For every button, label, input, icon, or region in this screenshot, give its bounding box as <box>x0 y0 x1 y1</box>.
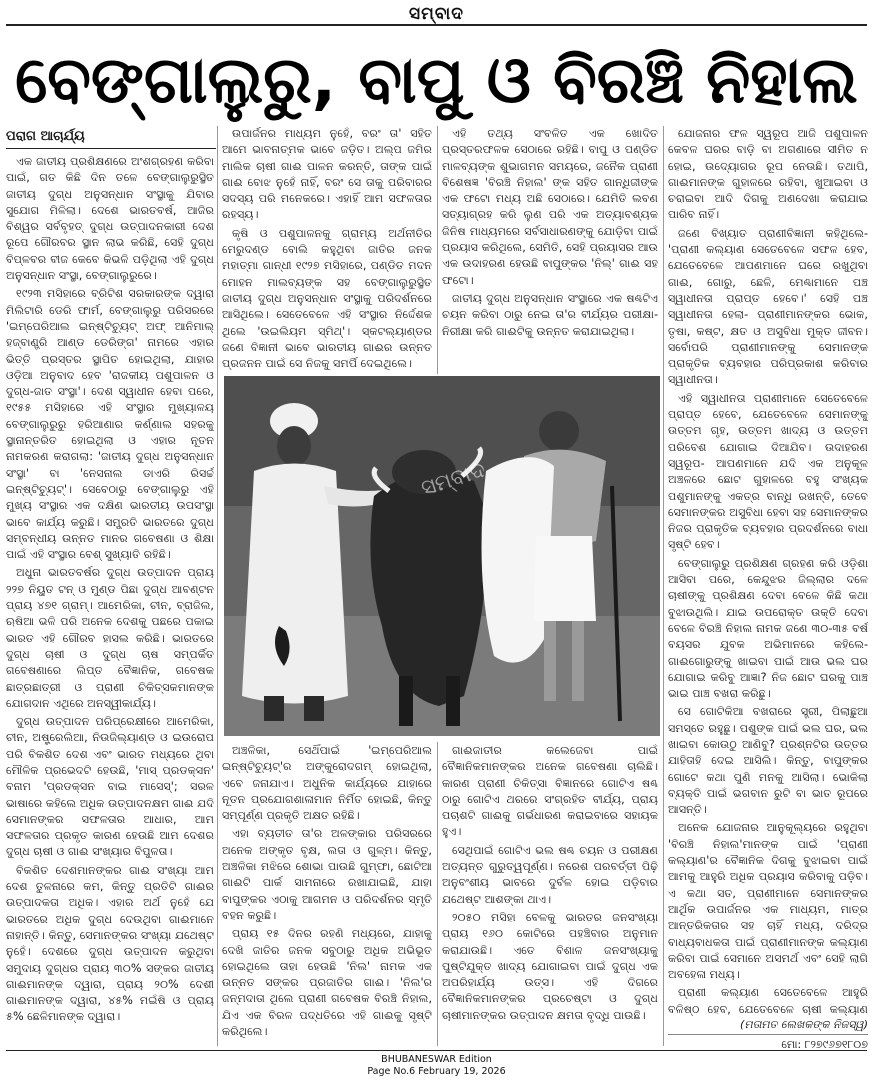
masthead-rule <box>6 24 867 26</box>
column-divider <box>437 742 438 1046</box>
paragraph: ସେଥିପାଇଁ ଗୋଟିଏ ଭଲ ଷଣ୍ଢ ଚୟନ ଓ ପରୀକ୍ଷଣ ଅତ୍ୟନ୍ତ ଗୁରୁତ୍ୱପୂର୍ଣ୍ଣ। ନରେଶ ପରବର୍ତ୍ତୀ ପିଢ଼ି ଅନୁବଂଶୀୟ ଭାବରେ ଦୁର୍ବଳ ହୋଇ ପଡ଼ିବାର ଯଥେଷ୍ଟ ଆଶଙ୍କା ଥାଏ। <box>442 843 658 906</box>
paragraph: ବିକଶିତ ଦେଶମାନଙ୍କର ଗାଈ ସଂଖ୍ୟା ଆମ ଦେଶ ତୁଳନାରେ କମ, କିନ୍ତୁ ପ୍ରତିଟି ଗାଈର ଉତ୍ପାଦକତା ଅଧିକ। ଏହାର ଅର୍ଥ ନୁହେଁ ଯେ ଭାରତରେ ଅଧିକ ଦୁଗ୍ଧ ଦେଉଥିବା ଗାଈମାନେ ନାହାନ୍ତି। କିନ୍ତୁ, ସେମାନଙ୍କର ସଂଖ୍ୟା ଯଥେଷ୍ଟ ନୁହେଁ। ଦେଶରେ ଦୁଗ୍ଧ ଉତ୍ପାଦନ କରୁଥିବା ସମୁଦାୟ ଦୁଗ୍ଧର ପ୍ରାୟ ୩୦% ସଙ୍କର ଜାତୀୟ ଗାଈମାନଙ୍କ ଦ୍ୱାରା, ପ୍ରାୟ ୨୦% ଦେଶୀ ଗାଈମାନଙ୍କ ଦ୍ୱାରା, ୪୫% ମଇଁଷି ଓ ପ୍ରାୟ ୫% ଛେଳିମାନଙ୍କ ଦ୍ୱାରା। <box>6 863 214 1024</box>
paragraph: କୃଷି ଓ ପଶୁପାଳନକୁ ଗ୍ରାମ୍ୟ ଅର୍ଥନୀତିର ମେରୁଦଣ୍ଡ ବୋଲି କହୁଥିବା ଜାତିର ଜନକ ମହାତ୍ମା ଗାନ୍ଧୀ ୧୯୨୭ ମସିହାରେ, ପଣ୍ଡିତ ମଦନ ମୋହନ ମାଲବ୍ୟଙ୍କ ସହ ବେଙ୍ଗାଲୁରୁସ୍ଥିତ ଜାତୀୟ ଦୁଗ୍ଧ ଅନୁସନ୍ଧାନ ସଂସ୍ଥାକୁ ପରିଦର୍ଶନରେ ଆସିଥିଲେ। ସେତେବେଳେ ଏହି ସଂସ୍ଥାର ନିର୍ଦ୍ଦେଶକ ଥିଲେ 'ଉଇଲିୟମ ସ୍ମିଥ୍'। ସ୍କଟଲ୍ୟାଣ୍ଡର ଜଣେ ବିଜ୍ଞାନୀ ଭାବେ ଭାରତୀୟ ଗାଈର ଉନ୍ନତ ପ୍ରଜନନ ପାଇଁ ସେ ନିଜକୁ ସମର୍ପି ଦେଇଥିଲେ। <box>222 226 432 371</box>
article-column-4 <box>668 126 868 1016</box>
paragraph: ୨୦୫୦ ମସିହା ବେଳକୁ ଭାରତର ଜନସଂଖ୍ୟା ପ୍ରାୟ ୧୬୦ କୋଟିରେ ପହଞ୍ଚିବାର ଅନୁମାନ କରାଯାଉଛି। ଏତେ ବିଶାଳ ଜନସଂଖ୍ୟାକୁ ପୁଷ୍ଟିଯୁକ୍ତ ଖାଦ୍ୟ ଯୋଗାଇବା ପାଇଁ ଦୁଗ୍ଧ ଏକ ଅପରିହାର୍ଯ୍ୟ ଉତ୍ସ। ଏହି ଦିଗରେ ବୈଜ୍ଞାନିକମାନଙ୍କର ପ୍ରଚେଷ୍ଟା ଓ ଦୁଗ୍ଧ ଚାଷୀମାନଙ୍କର ଉତ୍ପାଦନ କ୍ଷମତା ବୃଦ୍ଧି ପାଉଛି। <box>442 910 658 1022</box>
article-headline: ବେଙ୍ଗାଲୁରୁ, ବାପୁ ଓ ବିରଞ୍ଚି ନିହାଲ <box>15 44 858 118</box>
photo-illustration <box>224 376 660 736</box>
paragraph: ପ୍ରାଣୀ କଲ୍ୟାଣ ସେତେବେଳେ ଆହୁରି ବଳିଷ୍ଠ ହେବ, ଯେତେବେଳେ ଚାଷୀ କଲ୍ୟାଣ <box>668 986 868 1016</box>
photo-watermark: ସମ୍ବାଦ <box>418 457 489 502</box>
article-column-2-top <box>222 126 432 371</box>
paragraph: ଜଣେ ବିଖ୍ୟାତ ପ୍ରାଣୀବିଜ୍ଞାନୀ କହିଥିଲେ- 'ପ୍ରାଣୀ କଲ୍ୟାଣ ସେତେବେଳେ ସଫଳ ହେବ, ଯେତେବେଳେ ଆପଣମାନେ ଘରେ ରଖୁଥିବା ଗାଈ, ଗୋରୁ, ଛେଳି, ମେଣ୍ଢାମାନେ ପଞ୍ଚ ସ୍ୱାଧୀନତା ପ୍ରାପ୍ତ ହେବେ।' ସେହି ପଞ୍ଚ ସ୍ୱାଧୀନତା ହେଲା- ପ୍ରାଣୀମାନଙ୍କର ଭୋକ, ତୃଷା, କଷ୍ଟ, କ୍ଷତ ଓ ଅସୁବିଧା ମୁକ୍ତ ଜୀବନ। ସର୍ବୋପରି ପ୍ରାଣୀମାନଙ୍କୁ ସେମାନଙ୍କ ପ୍ରାକୃତିକ ବ୍ୟବହାର ପରିପ୍ରକାଶ କରିବାର ସ୍ୱାଧୀନତା। <box>668 226 868 387</box>
paragraph: ଅଞ୍ଚଳିକା, ସେଥିଁପାଇଁ 'ଇମ୍ପେରିଆଲ ଇନ୍ଷ୍ଟିଚ୍ୟୁଟ୍'ର ଅଙ୍କୁରୋଦଗମ୍ ହୋଇଥିଲା, ଏବେ ଜନାଯାଏ। ଅଧୁନିକ କାର୍ଯ୍ୟରେ ଯାହାରେ ନୂତନ ପ୍ରଯୋଗଶାଳାମାନ ନିର୍ମିତ ହୋଇଛି, କିନ୍ତୁ ସମ୍ପୂର୍ଣ୍ଣ ପ୍ରକୃତି ଅକ୍ଷତ ରହିଛି। <box>222 744 432 823</box>
article-column-3-bottom <box>442 743 658 1043</box>
byline-rule <box>6 148 216 149</box>
paragraph: ଜାତୀୟ ଦୁଗ୍ଧ ଅନୁସନ୍ଧାନ ସଂସ୍ଥାରେ ଏକ ଷଣ୍ଢଟିଏ ଚୟନ କରିବା ଠାରୁ ନେଇ ତା'ର ବୀର୍ଯ୍ୟର ପରୀକ୍ଷା-ନିରୀକ୍ଷା କରି ଗାଈଟିକୁ ଉନ୍ନତ କରାଯାଇଥିଲା। <box>442 291 658 338</box>
paragraph: ଉପାର୍ଜନର ମାଧ୍ୟମ ନୁହେଁ, ବରଂ ତା' ସହିତ ଆମେ ଭାବନାତ୍ମକ ଭାବେ ଜଡ଼ିତ। ଅଲ୍ପ ଜମିର ମାଲିକ ଚାଷୀ ଗାଈ ପାଳନ କରନ୍ତି, ତାଙ୍କ ପାଇଁ ଗାଈ ବୋଝ ନୁହେଁ ନାହିଁ, ବରଂ ସେ ତାକୁ ପରିବାରର ସଦସ୍ୟ ପରି ମନେକରେ। ଏହାହିଁ ଆମ ସଫଳତାର ରହସ୍ୟ। <box>222 127 432 222</box>
paragraph: ବେଙ୍ଗାଲୁରୁ ପ୍ରଶିକ୍ଷଣ ଗ୍ରହଣ କରି ଓଡ଼ିଶା ଆସିବା ପରେ, କେନ୍ଦୁଝର ଜିଲ୍ଲାର ଦଳେ ଚାଷୀଙ୍କୁ ପ୍ରଶିକ୍ଷଣ ଦେବା ବେଳେ କିଛି କଥା ବୁଝାଉଥିଲି। ଯାଇ ଉପରୋକ୍ତ ଉକ୍ତି ଦେବା ବେଳେ ବିରଞ୍ଚି ନିହାଲ ନାମକ ଜଣେ ୩୦-୩୫ ବର୍ଷ ବୟସର ଯୁବକ ଅଭିମାନରେ କହିଲେ- ଗାଈଗୋରୁଙ୍କୁ ଖାଇବା ପାଇଁ ଆଉ ଭଲ ଘର ଯୋଗାଇ କରିବୁ ଆଜ୍ଞା? ନିଜ ଛୋଟ ଘରକୁ ପାଞ୍ଚ ଭାଇ ପାଞ୍ଚ ବଖରା କରିଛୁ। <box>668 556 868 701</box>
paragraph: ଏହା ବ୍ୟତୀତ ତା'ର ଅଳଙ୍କାର ପରିସରରେ ଅନେକ ଅଙ୍କୃତ ବୃକ୍ଷ, ଲତା ଓ ଗୁଳ୍ମ। କିନ୍ତୁ, ଅଞ୍ଚଳିକା ମଝିରେ ଶୋଭା ପାଉଛି ଗୁମ୍ଫା, ଛୋଟିଆ ଗାଈଟି ପାର୍କ ସାମନାରେ ରଖାଯାଇଛି, ଯାହା ବାପୁଙ୍କର ଏଠାକୁ ଆଗମନ ଓ ପରିଦର୍ଶନର ସ୍ମୃତି ବହନ କରୁଛି। <box>222 827 432 922</box>
article-column-3-top <box>442 126 658 371</box>
newspaper-logo: ସମ୍ବାଦ <box>409 4 464 24</box>
edition-footer <box>0 1054 873 1078</box>
paragraph: ଅଧୁନା ଭାରତବର୍ଷର ଦୁଗ୍ଧ ଉତ୍ପାଦନ ପ୍ରାୟ ୨୨୭ ନିୟୁତ ଟନ୍ ଓ ମୁଣ୍ଡ ପିଛା ଦୁଗ୍ଧ ଆବଣ୍ଟନ ପ୍ରାୟ ୪୭୧ ଗ୍ରାମ୍। ଆମେରିକା, ଚୀନ, ବ୍ରାଜିଲ, ଋଷିଆ ଭଳି ପରି ଅନେକ ଦେଶକୁ ପଛରେ ପକାଇ ଭାରତ ଏହି ଗୌରବ ହାସଲ କରିଛି। ଭାରତରେ ଦୁଗ୍ଧ ଚାଷୀ ଓ ଦୁଗ୍ଧ ଚାଷ ସମ୍ପର୍କିତ ଗବେଷଣାରେ ଲିପ୍ତ ବୈଜ୍ଞାନିକ, ଗବେଷକ ଛାତ୍ରଛାତ୍ରୀ ଓ ପ୍ରାଣୀ ଚିକିତ୍ସକମାନଙ୍କ ଯୋଗଦାନ ଏଥିରେ ଅନସ୍ୱୀକାର୍ଯ୍ୟ। <box>6 566 214 710</box>
page-info: Page No.6 February 19, 2026 <box>367 1066 506 1077</box>
paragraph: ଏହି ସ୍ୱାଧୀନତା ପ୍ରାଣୀମାନେ ସେତେବେଳେ ପ୍ରାପ୍ତ ହେବେ, ଯେତେବେଳେ ସେମାନଙ୍କୁ ଉତ୍ତମ ଗୃହ, ଉତ୍ତମ ଖାଦ୍ୟ ଓ ଉତ୍ତମ ପରିବେଶ ଯୋଗାଇ ଦିଆଯିବ। ଉଦାହରଣ ସ୍ୱରୂପ- ଆପଣମାନେ ଯଦି ଏକ ଅନୁକୂଳ ଅଞ୍ଚଳରେ ଛୋଟ ଗୁହାଳରେ ବହୁ ସଂଖ୍ୟକ ପଶୁମାନଙ୍କୁ ଏକତ୍ର ବାନ୍ଧି ରଖନ୍ତି, ତେବେ ସେମାନଙ୍କର ଅସୁବିଧା ହେବା ସହ ସେମାନଙ୍କର ନିଜର ପ୍ରାକୃତିକ ବ୍ୟବହାର ପ୍ରଦର୍ଶନରେ ବାଧା ସୃଷ୍ଟି ହେବ। <box>668 391 868 552</box>
masthead <box>0 0 873 30</box>
paragraph: ଗାଈଜାତୀର କଲେଜେବା ପାଇଁ ବୈଜ୍ଞାନିକମାନଙ୍କର ଅନେକ ଗବେଷଣା ଚାଲିଛି। କାରଣ ପ୍ରାଣୀ ଚିକିତ୍ସା ବିଜ୍ଞାନରେ ଗୋଟିଏ ଷଣ୍ଢ ଠାରୁ ଗୋଟିଏ ଥରରେ ସଂଗ୍ରହିତ ବୀର୍ଯ୍ୟ, ପ୍ରାୟ ପଚାଶଟି ଗାଈକୁ ଗର୍ଭଧାରଣ କରାଇବାରେ ସହାୟକ ହୁଏ। <box>442 744 658 839</box>
author-phone: ମୋ: ୮୨୭୯୬୭୧୮୦୭ <box>781 1038 868 1051</box>
author-byline: ପରାଗ ଆଚାର୍ଯ୍ୟ <box>6 129 85 144</box>
paragraph: ଯୋଜନାର ଫଳ ସ୍ୱରୂପ ଆଜି ପଶୁପାଳନ କେବଳ ଘରର ବାଡ଼ି ବା ଅଗଣାରେ ସୀମିତ ନ ହୋଇ, ଉଦ୍ୟୋଗର ରୂପ ନେଉଛି। ତଥାପି, ଗାଈମାନଙ୍କ ଗୁହାଳରେ ରହିବା, ଖୁଆଇବା ଓ ଚରାଇବା ଆଦି ଦିଗକୁ ଅଣଦେଖା କରାଯାଇ ପାରିବ ନାହିଁ। <box>668 127 868 222</box>
paragraph: ଏହି ତଥ୍ୟ ସଂବଳିତ ଏକ ଖୋଦିତ ପ୍ରସ୍ତରଫଳକ ସେଠାରେ ରହିଛି। ବାପୁ ଓ ପଣ୍ଡିତ ମାଳବ୍ୟଙ୍କ ଶୁଭାଗମନ ସମୟରେ, ଜନୈକ ପ୍ରାଣୀ ବିଶେଷଜ୍ଞ 'ବିରଞ୍ଚି ନିହାଲ' ଙ୍କ ସହିତ ଗାନ୍ଧିଜୀଙ୍କ ଏକ ଫଟୋ ମଧ୍ୟ ଅଛି ସେଠାରେ। ଯେମିତି ଲବଣ ସତ୍ୟାଗ୍ରହ କରି ଲୁଣ ପରି ଏକ ଅତ୍ୟାବଶ୍ୟକ ଜିନିଷ ମାଧ୍ୟମରେ ସର୍ବସାଧାରଣଙ୍କୁ ଯୋଡ଼ିବା ପାଇଁ ପ୍ରୟାସ କରିଥିଲେ, ସେମିତି, ସେହି ପ୍ରୟାସର ଆଉ ଏକ ଉଦାହରଣ ହେଉଛି ବାପୁଙ୍କର 'ନିଲ୍' ଗାଈ ସହ ଫଟୋ। <box>442 127 658 287</box>
article-photo-gandhi-with-cow <box>224 376 660 736</box>
paragraph: ଏକ ଜାତୀୟ ପ୍ରଶିକ୍ଷଣରେ ଅଂଶଗ୍ରହଣ କରିବା ପାଇଁ, ଗତ କିଛି ଦିନ ତଳେ ବେଙ୍ଗାଲୁରୁସ୍ଥିତ ଜାତୀୟ ଦୁଗ୍ଧ ଅନୁସନ୍ଧାନ ସଂସ୍ଥାକୁ ଯିବାର ସୁଯୋଗ ମିଳିଲା। ଦେଶେ ଭାରତବର୍ଷ, ଆଜିର ବିଶ୍ୱର ସର୍ବବୃହତ୍ ଦୁଗ୍ଧ ଉତ୍ପାଦନକାରୀ ଦେଶ ରୂପେ ଗୌରବର ସ୍ଥାନ ଲାଭ କରିଛି, ସେହି ଦୁଗ୍ଧ ବିପ୍ଳବର ବୀଜ କେବେ କିଭଳି ପଡ଼ିଥିଲା ଏହି ଦୁଗ୍ଧ ଅନୁସନ୍ଧାନ ସଂସ୍ଥା, ବେଙ୍ଗାଲୁରୁରେ। <box>6 155 214 283</box>
opinion-disclaimer: (ମତାମତ ଲେଖକଙ୍କ ନିଜସ୍ୱ) <box>740 1018 868 1031</box>
column-divider <box>663 126 664 1046</box>
article-column-2-bottom <box>222 743 432 1043</box>
column-divider <box>437 126 438 374</box>
phone-rule <box>668 1034 868 1035</box>
paragraph: ପ୍ରାୟ ୧୫ ଦିନର ରହଣି ମଧ୍ୟରେ, ଯାହାକୁ ଦେଖି ଜାତିର ଜନକ ସବୁଠାରୁ ଅଧିକ ଅଭିଭୂତ ହୋଇଥିଲେ ତାହା ହେଉଛି 'ନିଲ' ନାମକ ଏକ ଉନ୍ନତ ସଙ୍କର ପ୍ରଜାତିର ଗାଈ। 'ନିଲ'ର ଜନ୍ମଦାତା ଥିଲେ ପ୍ରାଣୀ ଗବେଷକ ବିରଞ୍ଚି ନିହାଲ, ଯିଏ ଏକ ବିରଳ ପଦ୍ଧତିରେ ଏହି ଗାଈକୁ ସୃଷ୍ଟି କରିଥିଲେ। <box>222 927 432 1039</box>
article-column-1 <box>6 154 214 1042</box>
edition-name: BHUBANESWAR Edition <box>381 1054 492 1065</box>
footer-rule <box>6 1050 867 1051</box>
column-divider <box>217 126 218 1046</box>
paragraph: ସେ ଗୋଟିକିଆ ବଖରାରେ ସ୍ତ୍ରୀ, ପିଲାଛୁଆ ସମସ୍ତେ ରହୁଛୁ। ପଶୁଙ୍କ ପାଇଁ ଭଲ ଘର, ଭଲ ଖାଇବା କୋଉଠୁ ଆଣିବୁ? ପ୍ରଶ୍ନଟିର ଉତ୍ତର ଯାହିତାହି ଦେଇ ଆସିଲି। କିନ୍ତୁ, ବାପୁଙ୍କର ଗୋଟେ କଥା ପୁଣି ମନକୁ ଆସିଲା। ଭୋକିଲା ବ୍ୟକ୍ତି ପାଇଁ ଭଗବାନ ରୁଟି ବା ଭାତ ରୂପରେ ଆସନ୍ତି। <box>668 705 868 817</box>
paragraph: ଦୁଗ୍ଧ ଉତ୍ପାଦନ ପରିପ୍ରେକ୍ଷୀରେ ଆମେରିକା, ଚୀନ, ଅଷ୍ଟ୍ରେଲିଆ, ନିଉଜିଲ୍ୟାଣ୍ଡ ଓ ଇଉରୋପ ପରି ବିକଶିତ ଦେଶ ଏବଂ ଭାରତ ମଧ୍ୟରେ ଥିବା ମୌଳିକ ପ୍ରଭେଦଟି ହେଉଛି, 'ମାସ୍ ପ୍ରଡକ୍ସନ' ବନାମ 'ପ୍ରଡକ୍ସନ ବାଇ ମାସେସ୍'; ସରଳ ଭାଷାରେ କହିଲେ ଅଧିକ ଉତ୍ପାଦନକ୍ଷମ ଗାଈ ଯଦି ସେମାନଙ୍କର ସଫଳତାର ଆଧାର, ଆମ ସଫଳତାର ପ୍ରକୃତ କାରଣ ହେଉଛି ଆମ ଦେଶର ଦୁଗ୍ଧ ଚାଷୀ ଓ ଗାଈ ସଂଖ୍ୟାର ବିପୁଳତା। <box>6 715 214 859</box>
paragraph: ୧୯୨୩ ମସିହାରେ ବ୍ରିଟିଶ ସରକାରଙ୍କ ଦ୍ୱାରା ମିଲିଟାରି ଡେରି ଫାର୍ମ, ବେଙ୍ଗାଲୁରୁ ପରିସରରେ 'ଇମ୍ପେରିଆଲ ଇନ୍ଷ୍ଟିଚ୍ୟୁଟ୍ ଅଫ୍ ଆନିମାଲ୍ ହଜ୍‌ବାଣ୍ଡ୍ରି ଆଣ୍ଡ ଡେରିଙ୍ଗ' ନାମରେ ଏହାର ଭିତ୍ତି ପ୍ରସ୍ତର ସ୍ଥାପିତ ହୋଇଥିଲା, ଯାହାର ଓଡ଼ିଆ ଅନୁବାଦ ହେବ 'ରାଜକୀୟ ପଶୁପାଳନ ଓ ଦୁଗ୍ଧ-ଜାତ ସଂସ୍ଥା'। ଦେଶ ସ୍ୱାଧୀନ ହେବା ପରେ, ୧୯୫୫ ମସିହାରେ ଏହି ସଂସ୍ଥାର ମୁଖ୍ୟାଳୟ ବେଙ୍ଗାଲୁରୁରୁ ହରିଆଣାର କର୍ଣ୍ଣାଲ ସହରକୁ ସ୍ଥାନାନ୍ତରିତ ହୋଇଥିଲା ଓ ଏହାର ନୂତନ ନାମକରଣ କରାଗଲା: 'ଜାତୀୟ ଦୁଗ୍ଧ ଅନୁସନ୍ଧାନ ସଂସ୍ଥା' ବା 'ନେସନାଲ ଡାଏରି ରିସର୍ଚ୍ଚ ଇନ୍ଷ୍ଟିଚ୍ୟୁଟ୍'। ସେବେଠାରୁ ବେଙ୍ଗାଲୁରୁ ଏହି ମୁଖ୍ୟ ସଂସ୍ଥାର ଏକ ଦକ୍ଷିଣ ଭାରତୀୟ ଉପସଂସ୍ଥା ଭାବେ କାର୍ଯ୍ୟ କରୁଛି। ସମ୍ପ୍ରତି ଭାରତରେ ଦୁଗ୍ଧ ସମ୍ବନ୍ଧୀୟ ଉନ୍ନତ ମାନର ଗବେଷଣା ଓ ଶିକ୍ଷା ପାଇଁ ଏହି ସଂସ୍ଥାର ବେଶ୍ ସୁଖ୍ୟାତି ରହିଛି। <box>6 287 214 562</box>
paragraph: ଅନେକ ଯୋଜନାର ଆନୁକୂଲ୍ୟରେ ରହୁଥିବା 'ବିରଞ୍ଚି ନିହାଲ'ମାନଙ୍କ ପାଇଁ 'ପ୍ରାଣୀ କଲ୍ୟାଣ'ର ବୈଜ୍ଞାନିକ ଦିଗକୁ ବୁଝାଇବା ପାଇଁ ଆମକୁ ଆହୁରି ଅଧିକ ପ୍ରୟାସ କରିବାକୁ ପଡ଼ିବ। ଏ କଥା ସତ, ପ୍ରାଣୀମାନେ ସେମାନଙ୍କର ଆର୍ଥିକ ଉପାର୍ଜନର ଏକ ମାଧ୍ୟମ, ମାତ୍ର ଆନ୍ତରିକତାର ସହ ଚାହିଁ ମଧ୍ୟ, ଦରିଦ୍ର ବାଧ୍ୟବାଧକତା ପାଇଁ ପ୍ରାଣୀମାନଙ୍କ କଲ୍ୟାଣ କରିବା ପାଇଁ ସେମାନେ ଅସମର୍ଥ ଏବଂ ସେହି ଲାଗି ଅବହେଳା ମଧ୍ୟ। <box>668 821 868 982</box>
